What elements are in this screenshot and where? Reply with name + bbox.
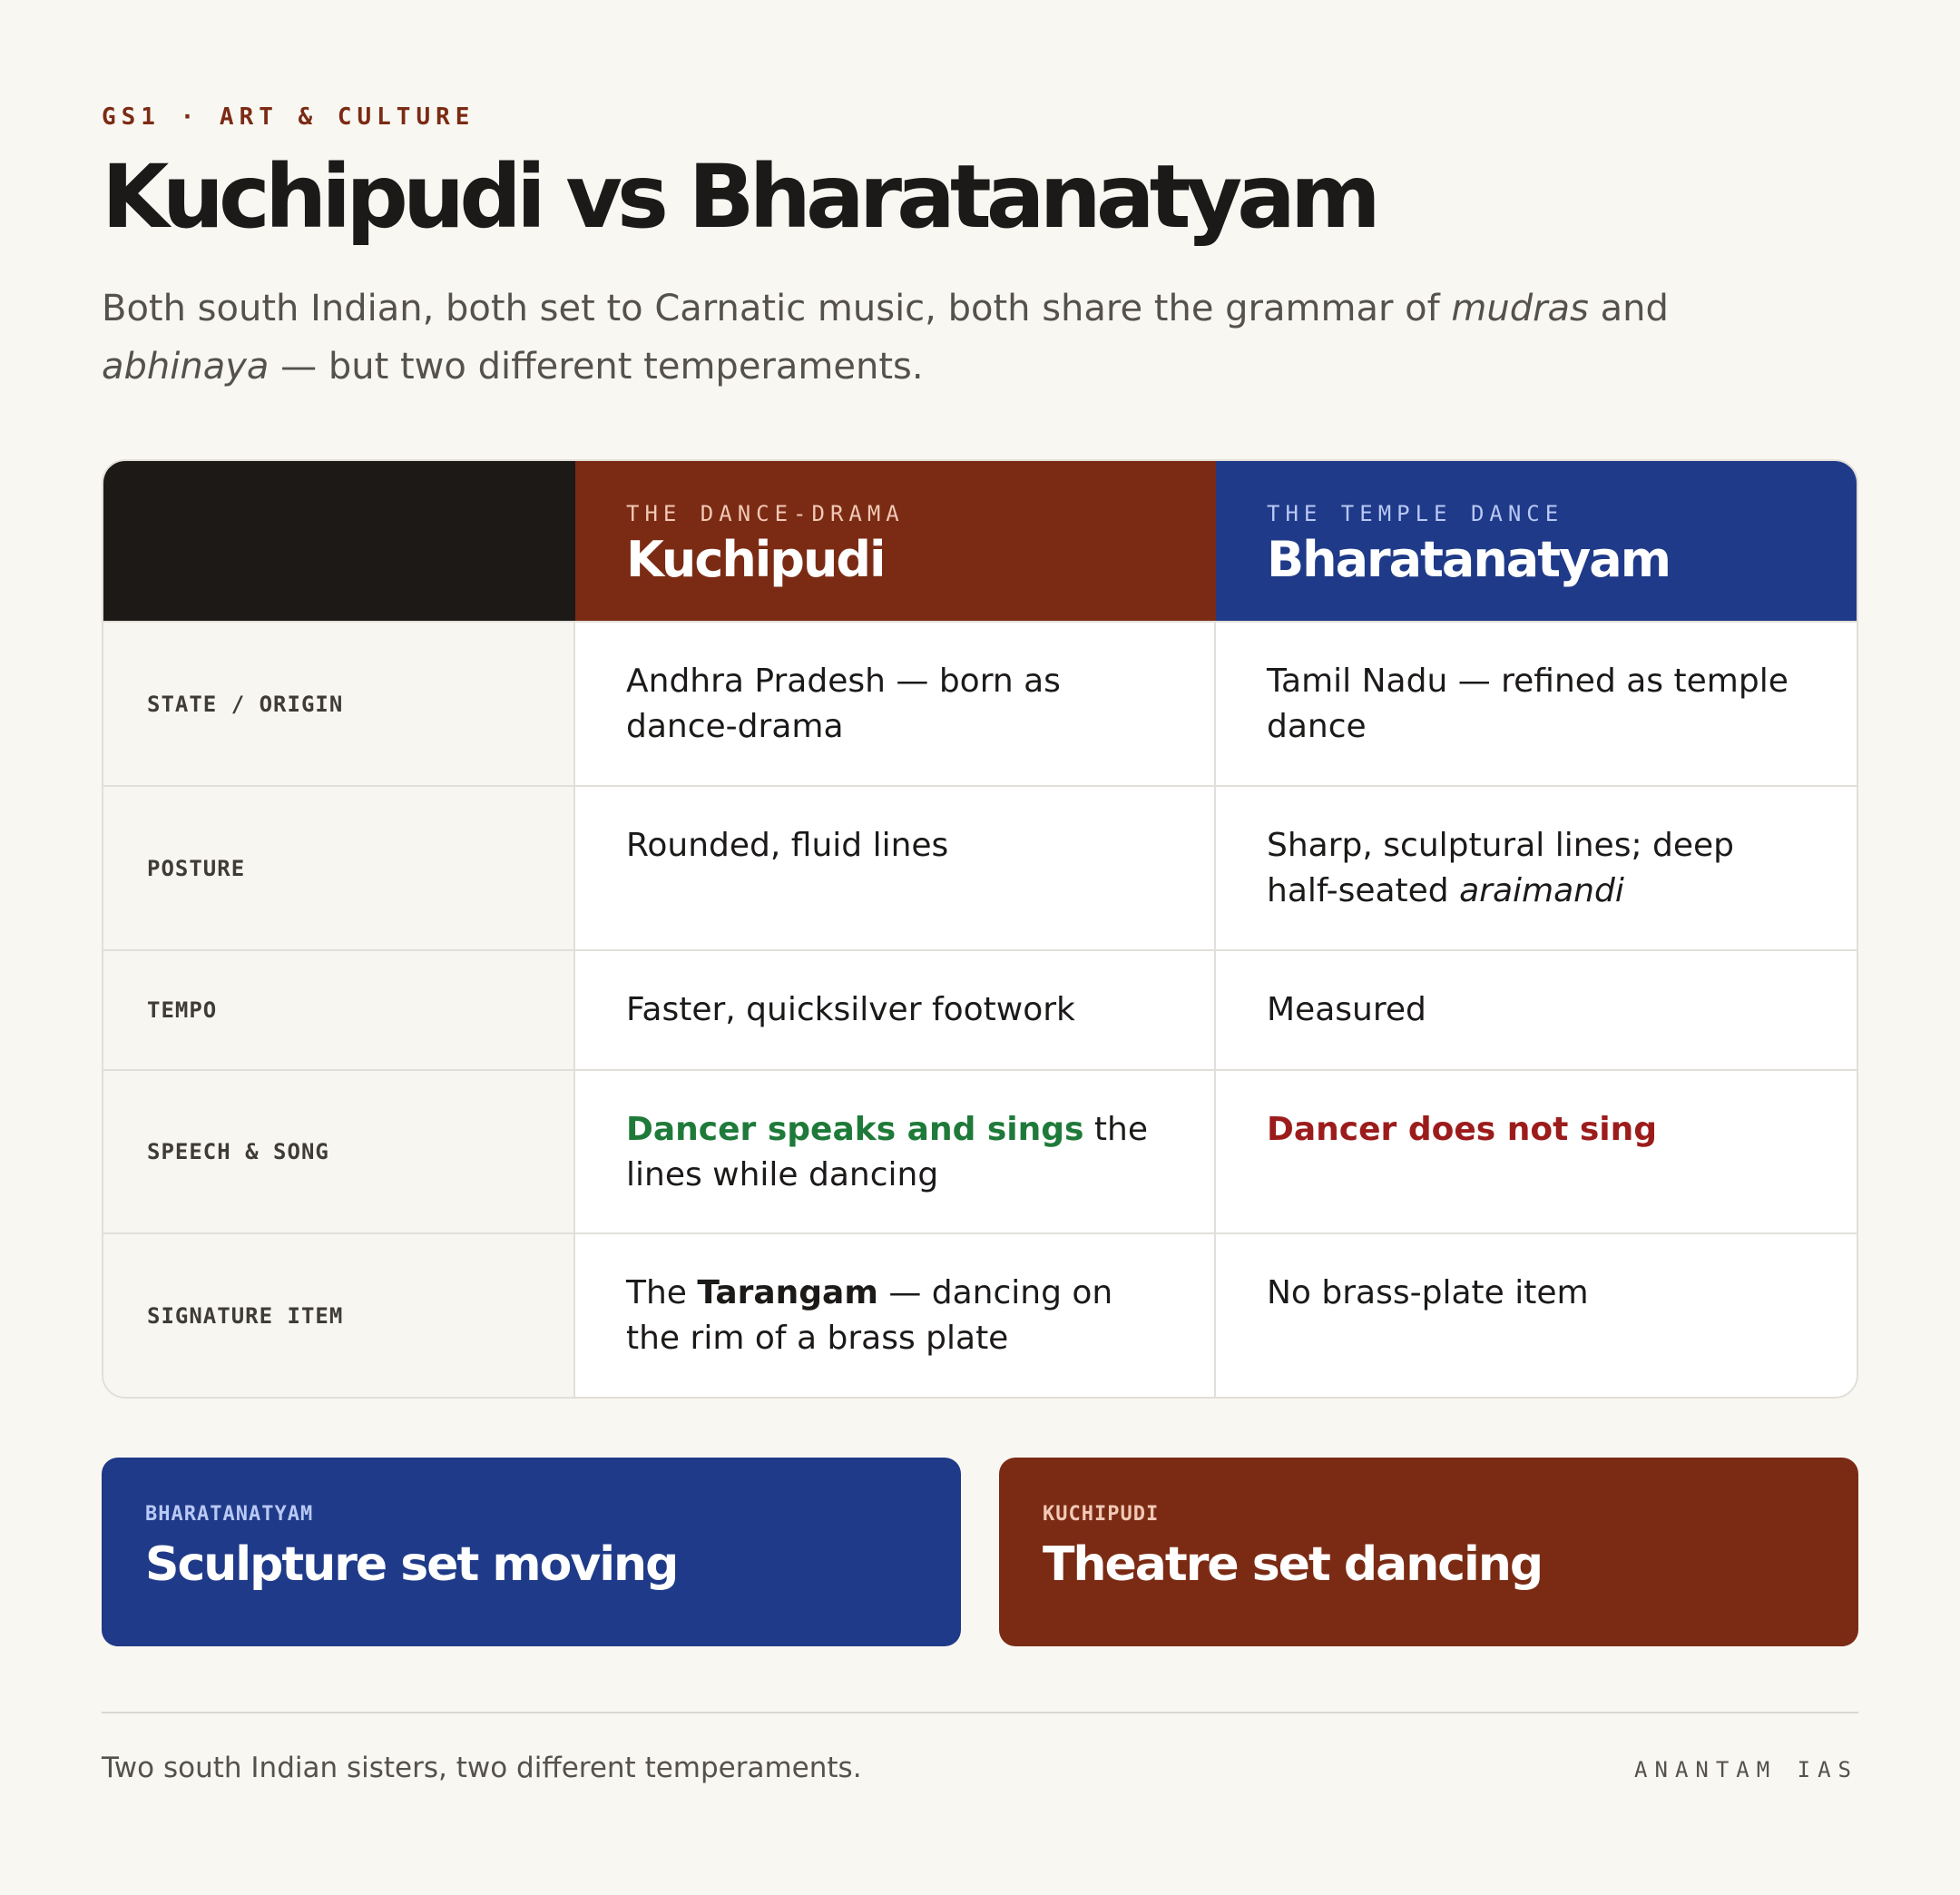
subtitle-text: Both south Indian, both set to Carnatic music, both share the grammar of bbox=[102, 288, 1452, 329]
column-tag: THE TEMPLE DANCE bbox=[1267, 501, 1564, 526]
row-label: STATE / ORIGIN bbox=[103, 623, 575, 785]
cell-kuchipudi: Andhra Pradesh — born as dance-drama bbox=[575, 623, 1216, 785]
comparison-table bbox=[102, 459, 1858, 1399]
column-header-bharatanatyam bbox=[1216, 461, 1857, 621]
cell-term-araimandi: araimandi bbox=[1459, 872, 1624, 909]
table-row-tempo bbox=[103, 949, 1857, 1069]
table-header bbox=[103, 461, 1857, 621]
column-title: Bharatanatyam bbox=[1267, 531, 1670, 588]
cell-kuchipudi bbox=[575, 1071, 1216, 1232]
cell-term-tarangam: Tarangam bbox=[697, 1274, 878, 1311]
subtitle-term-abhinaya: abhinaya bbox=[102, 346, 270, 388]
table-row-speech-song bbox=[103, 1069, 1857, 1232]
highlight-positive: Dancer speaks and sings bbox=[626, 1111, 1084, 1148]
table-row-signature-item bbox=[103, 1232, 1857, 1397]
column-tag: THE DANCE-DRAMA bbox=[626, 501, 905, 526]
cell-text: The bbox=[626, 1274, 698, 1311]
summary-card-bharatanatyam bbox=[102, 1458, 961, 1646]
cell-kuchipudi bbox=[575, 1234, 1216, 1397]
cell-bharatanatyam: Tamil Nadu — refined as temple dance bbox=[1267, 663, 1788, 745]
column-header-kuchipudi bbox=[575, 461, 1216, 621]
card-tag: BHARATANATYAM bbox=[145, 1503, 314, 1526]
row-label: POSTURE bbox=[103, 787, 575, 949]
summary-card-kuchipudi bbox=[999, 1458, 1858, 1646]
highlight-negative: Dancer does not sing bbox=[1267, 1111, 1657, 1148]
cell-bharatanatyam bbox=[1216, 1071, 1857, 1232]
subtitle-text: and bbox=[1588, 288, 1669, 329]
row-label: TEMPO bbox=[103, 951, 575, 1069]
cell-text: the lines while dancing bbox=[626, 1111, 1149, 1193]
table-row-posture bbox=[103, 785, 1857, 949]
cell-text: Sharp, sculptural lines; deep half-seated bbox=[1267, 827, 1735, 909]
column-title: Kuchipudi bbox=[626, 531, 885, 588]
card-tag: KUCHIPUDI bbox=[1043, 1503, 1160, 1526]
card-headline: Theatre set dancing bbox=[1043, 1537, 1543, 1592]
card-headline: Sculpture set moving bbox=[145, 1537, 678, 1592]
cell-bharatanatyam: No brass-plate item bbox=[1267, 1274, 1589, 1311]
footer-brand: ANANTAM IAS bbox=[1634, 1757, 1858, 1782]
cell-kuchipudi: Rounded, fluid lines bbox=[575, 787, 1216, 949]
cell-kuchipudi: Faster, quicksilver footwork bbox=[575, 951, 1216, 1069]
footer-caption: Two south Indian sisters, two different temperaments. bbox=[102, 1752, 862, 1784]
page-title: Kuchipudi vs Bharatanatyam bbox=[102, 146, 1376, 248]
eyebrow-label: GS1 · ART & CULTURE bbox=[102, 103, 475, 131]
page-subtitle bbox=[102, 280, 1735, 396]
table-header-blank bbox=[103, 461, 575, 621]
subtitle-term-mudras: mudras bbox=[1451, 288, 1589, 329]
cell-bharatanatyam: Measured bbox=[1267, 991, 1426, 1028]
row-label: SPEECH & SONG bbox=[103, 1071, 575, 1232]
subtitle-text: — but two different temperaments. bbox=[269, 346, 924, 388]
table-row-state-origin bbox=[103, 621, 1857, 785]
footer-divider bbox=[102, 1712, 1858, 1713]
cell-text: — dancing on the rim of a brass plate bbox=[626, 1274, 1113, 1357]
row-label: SIGNATURE ITEM bbox=[103, 1234, 575, 1397]
cell-bharatanatyam bbox=[1216, 787, 1857, 949]
